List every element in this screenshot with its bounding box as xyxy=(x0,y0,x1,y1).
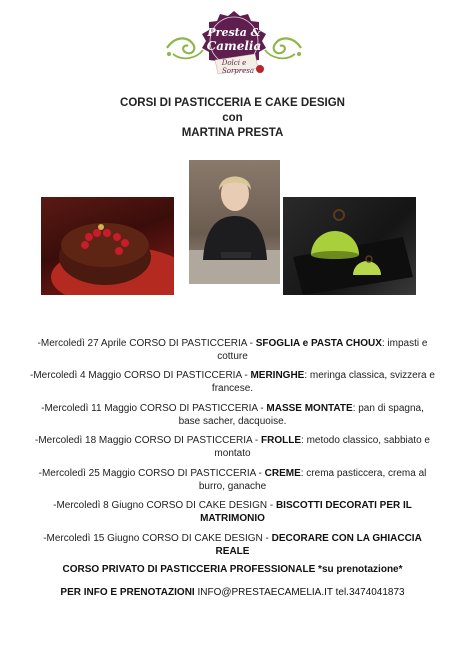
course-item-4 xyxy=(30,434,435,460)
course-date-3: -Mercoledì 11 Maggio CORSO DI PASTICCERIA - xyxy=(41,403,267,414)
contact-email-link[interactable]: INFO@PRESTAECAMELIA.IT xyxy=(197,587,333,598)
course-item-3 xyxy=(30,402,435,428)
logo-tagline-line1: Dolci e xyxy=(221,59,247,67)
course-details-2: : meringa classica, svizzera e francese. xyxy=(211,370,435,394)
course-topic-7: DECORARE CON LA GHIACCIA REALE xyxy=(215,533,422,557)
logo-brand-line1: Presta & xyxy=(207,26,261,39)
green-dome-dessert-photo xyxy=(283,197,416,295)
course-item-6 xyxy=(30,499,435,525)
course-date-7: -Mercoledì 15 Giugno CORSO DI CAKE DESIGN - xyxy=(43,533,272,544)
course-details-4: : metodo classico, sabbiato e montato xyxy=(214,435,430,459)
course-details-1: : impasti e cotture xyxy=(217,338,428,362)
course-item-7 xyxy=(30,532,435,558)
course-date-5: -Mercoledì 25 Maggio CORSO DI PASTICCERIA - xyxy=(38,468,265,479)
course-details-3: : pan di spagna, base sacher, dacquoise. xyxy=(178,403,424,427)
course-item-2 xyxy=(30,369,435,395)
page-title-line2: con xyxy=(222,112,243,124)
course-date-1: -Mercoledì 27 Aprile CORSO DI PASTICCERIA - xyxy=(37,338,256,349)
presta-camelia-logo xyxy=(163,8,305,86)
course-date-2: -Mercoledì 4 Maggio CORSO DI PASTICCERIA - xyxy=(30,370,251,381)
course-date-4: -Mercoledì 18 Maggio CORSO DI PASTICCERIA - xyxy=(35,435,262,446)
logo-brand-line2: Camelia xyxy=(206,39,262,53)
contact-line xyxy=(0,587,465,598)
chocolate-cake-photo xyxy=(41,197,174,295)
course-topic-5: CREME xyxy=(264,468,301,479)
page-title-line1: CORSI DI PASTICCERIA E CAKE DESIGN xyxy=(120,97,345,109)
page-title-line3: MARTINA PRESTA xyxy=(181,127,284,139)
contact-phone[interactable]: tel.3474041873 xyxy=(332,587,405,598)
chef-portrait-photo xyxy=(189,160,280,284)
course-topic-3: MASSE MONTATE xyxy=(266,403,353,414)
course-item-5 xyxy=(30,467,435,493)
course-topic-2: MERINGHE xyxy=(250,370,305,381)
private-course-note: CORSO PRIVATO DI PASTICCERIA PROFESSIONALE *su prenotazione* xyxy=(62,564,403,575)
course-topic-4: FROLLE xyxy=(261,435,302,446)
course-details-5: : crema pasticcera, crema al burro, ganache xyxy=(198,468,427,492)
course-topic-1: SFOGLIA e PASTA CHOUX xyxy=(255,338,382,349)
course-item-1 xyxy=(30,337,435,363)
logo-tagline-line2: Sorpresa xyxy=(221,67,255,75)
contact-label: PER INFO E PRENOTAZIONI xyxy=(60,587,198,598)
course-topic-6: BISCOTTI DECORATI PER IL MATRIMONIO xyxy=(200,500,412,524)
course-date-6: -Mercoledì 8 Giugno CORSO DI CAKE DESIGN - xyxy=(53,500,276,511)
